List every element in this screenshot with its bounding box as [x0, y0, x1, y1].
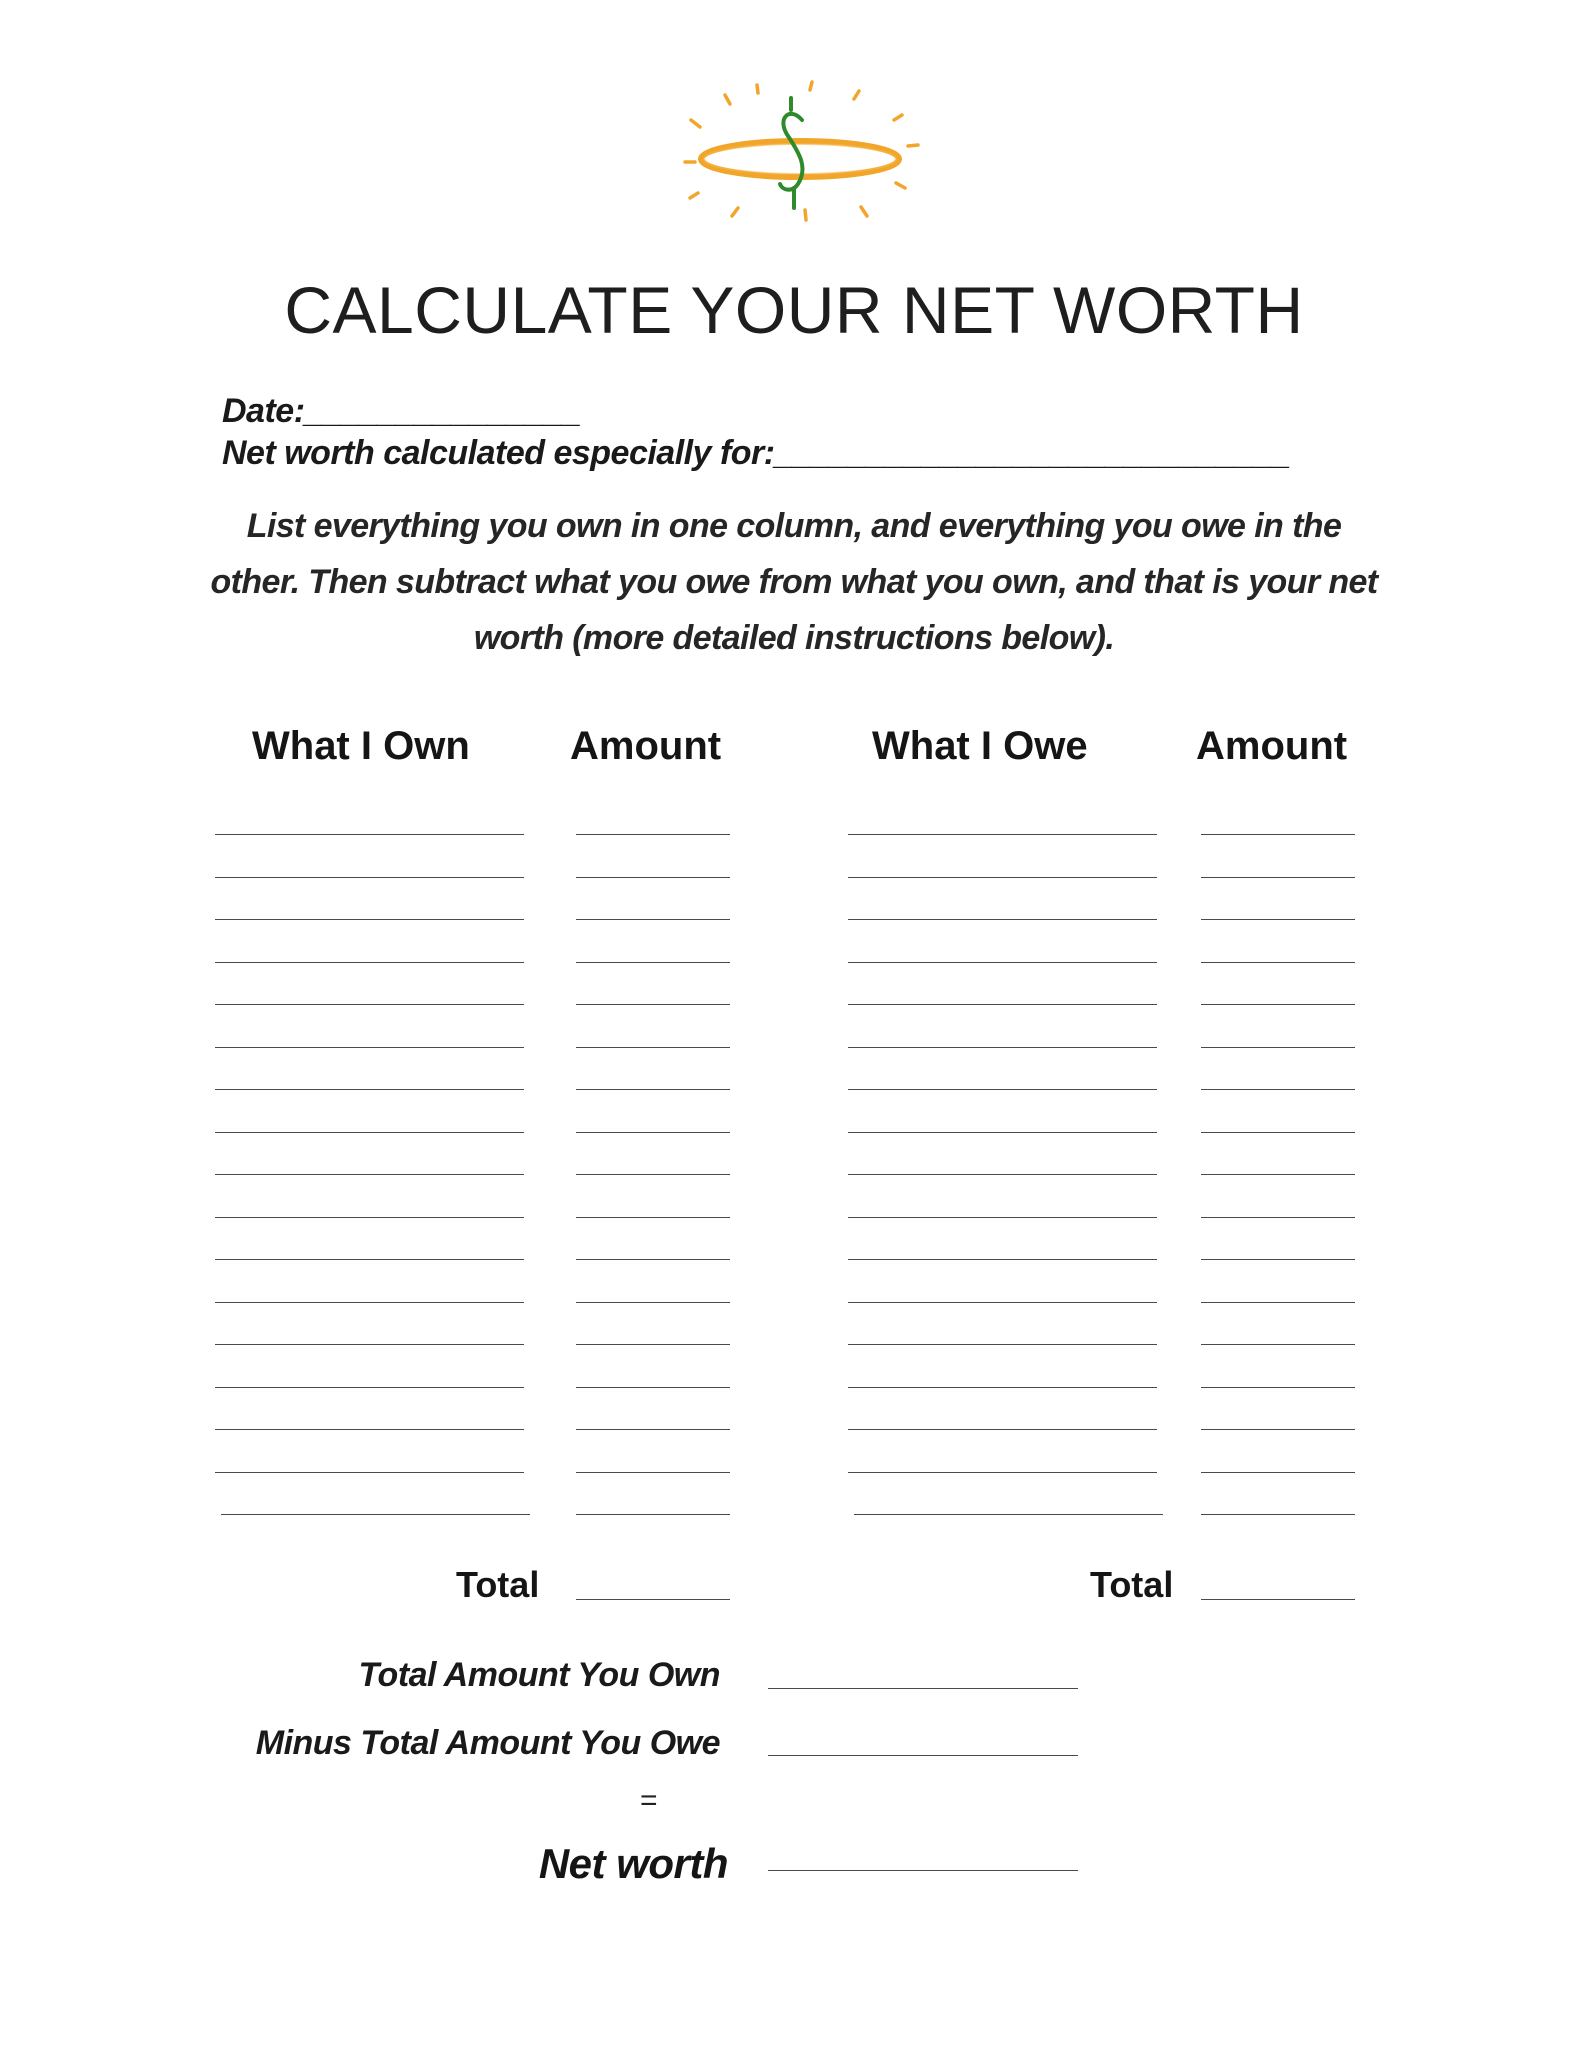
- owe-item-line[interactable]: [848, 919, 1157, 920]
- total-own-label: Total Amount You Own: [358, 1656, 720, 1694]
- own-amount-line[interactable]: [576, 962, 730, 963]
- owe-item-line[interactable]: [848, 962, 1157, 963]
- what-i-own-header: What I Own: [252, 724, 470, 768]
- own-amount-line[interactable]: [576, 1132, 730, 1133]
- owe-item-line[interactable]: [848, 834, 1157, 835]
- own-item-line[interactable]: [215, 1302, 524, 1303]
- owe-total-line[interactable]: [1201, 1599, 1355, 1600]
- owe-amount-line[interactable]: [1201, 1174, 1355, 1175]
- owe-amount-line[interactable]: [1201, 834, 1355, 835]
- page-title: CALCULATE YOUR NET WORTH: [284, 273, 1304, 347]
- own-amount-line[interactable]: [576, 1174, 730, 1175]
- owe-amount-line[interactable]: [1201, 1429, 1355, 1430]
- own-item-line[interactable]: [221, 1514, 530, 1515]
- own-total-line[interactable]: [576, 1599, 730, 1600]
- owe-amount-line[interactable]: [1201, 1302, 1355, 1303]
- own-amount-line[interactable]: [576, 1004, 730, 1005]
- own-item-line[interactable]: [215, 962, 524, 963]
- owe-amount-line[interactable]: [1201, 877, 1355, 878]
- owe-amount-line[interactable]: [1201, 962, 1355, 963]
- net-worth-line[interactable]: [768, 1870, 1078, 1871]
- net-worth-label: Net worth: [538, 1840, 728, 1887]
- owe-amount-line[interactable]: [1201, 1217, 1355, 1218]
- owe-amount-line[interactable]: [1201, 1387, 1355, 1388]
- own-amount-line[interactable]: [576, 1217, 730, 1218]
- own-amount-line[interactable]: [576, 1047, 730, 1048]
- owe-amount-line[interactable]: [1201, 1089, 1355, 1090]
- owe-item-line[interactable]: [848, 1174, 1157, 1175]
- own-amount-line[interactable]: [576, 834, 730, 835]
- what-i-owe-header: What I Owe: [872, 724, 1088, 768]
- minus-owe-line[interactable]: [768, 1755, 1078, 1756]
- owe-item-line[interactable]: [848, 1004, 1157, 1005]
- own-amount-line[interactable]: [576, 1429, 730, 1430]
- own-item-line[interactable]: [215, 1132, 524, 1133]
- equals-sign: =: [640, 1784, 658, 1817]
- own-item-line[interactable]: [215, 1387, 524, 1388]
- owe-item-line[interactable]: [848, 1344, 1157, 1345]
- owe-amount-line[interactable]: [1201, 1472, 1355, 1473]
- owe-item-line[interactable]: [848, 1047, 1157, 1048]
- total-own-line[interactable]: [768, 1688, 1078, 1689]
- own-item-line[interactable]: [215, 1174, 524, 1175]
- owe-amount-line[interactable]: [1201, 1132, 1355, 1133]
- owe-item-line[interactable]: [848, 1217, 1157, 1218]
- own-item-line[interactable]: [215, 1004, 524, 1005]
- owe-item-line[interactable]: [848, 1259, 1157, 1260]
- date-field[interactable]: Date:_______________: [222, 392, 581, 430]
- instructions-text: List everything you own in one column, and everything you owe in the other. Then subtract what you owe from what you own, and that is your net worth (more detailed instructions below).: [210, 507, 1378, 657]
- owe-amount-line[interactable]: [1201, 1514, 1355, 1515]
- owe-amount-line[interactable]: [1201, 1259, 1355, 1260]
- own-amount-line[interactable]: [576, 919, 730, 920]
- own-total-label: Total: [456, 1564, 540, 1605]
- own-amount-line[interactable]: [576, 1344, 730, 1345]
- owe-item-line[interactable]: [848, 1302, 1157, 1303]
- owe-amount-line[interactable]: [1201, 919, 1355, 920]
- own-amount-line[interactable]: [576, 877, 730, 878]
- minus-owe-label: Minus Total Amount You Owe: [255, 1724, 720, 1762]
- own-amount-line[interactable]: [576, 1514, 730, 1515]
- owe-item-line[interactable]: [854, 1514, 1163, 1515]
- owe-amount-line[interactable]: [1201, 1004, 1355, 1005]
- owe-item-line[interactable]: [848, 1132, 1157, 1133]
- own-amount-line[interactable]: [576, 1302, 730, 1303]
- owe-total-label: Total: [1090, 1564, 1174, 1605]
- own-item-line[interactable]: [215, 919, 524, 920]
- owe-amount-line[interactable]: [1201, 1047, 1355, 1048]
- owe-item-line[interactable]: [848, 1089, 1157, 1090]
- own-item-line[interactable]: [215, 1217, 524, 1218]
- own-amount-line[interactable]: [576, 1089, 730, 1090]
- own-amount-line[interactable]: [576, 1259, 730, 1260]
- owe-item-line[interactable]: [848, 1472, 1157, 1473]
- own-item-line[interactable]: [215, 1429, 524, 1430]
- own-amount-line[interactable]: [576, 1472, 730, 1473]
- own-amount-header: Amount: [570, 724, 722, 768]
- own-item-line[interactable]: [215, 1472, 524, 1473]
- owe-amount-line[interactable]: [1201, 1344, 1355, 1345]
- own-item-line[interactable]: [215, 1259, 524, 1260]
- own-amount-line[interactable]: [576, 1387, 730, 1388]
- owe-item-line[interactable]: [848, 1387, 1157, 1388]
- owe-item-line[interactable]: [848, 877, 1157, 878]
- own-item-line[interactable]: [215, 1047, 524, 1048]
- dollar-halo-icon: [640, 80, 960, 240]
- own-item-line[interactable]: [215, 1089, 524, 1090]
- own-item-line[interactable]: [215, 877, 524, 878]
- owe-amount-header: Amount: [1196, 724, 1348, 768]
- owe-item-line[interactable]: [848, 1429, 1157, 1430]
- prepared-for-field[interactable]: Net worth calculated especially for:____________________________: [222, 434, 1291, 472]
- own-item-line[interactable]: [215, 1344, 524, 1345]
- own-item-line[interactable]: [215, 834, 524, 835]
